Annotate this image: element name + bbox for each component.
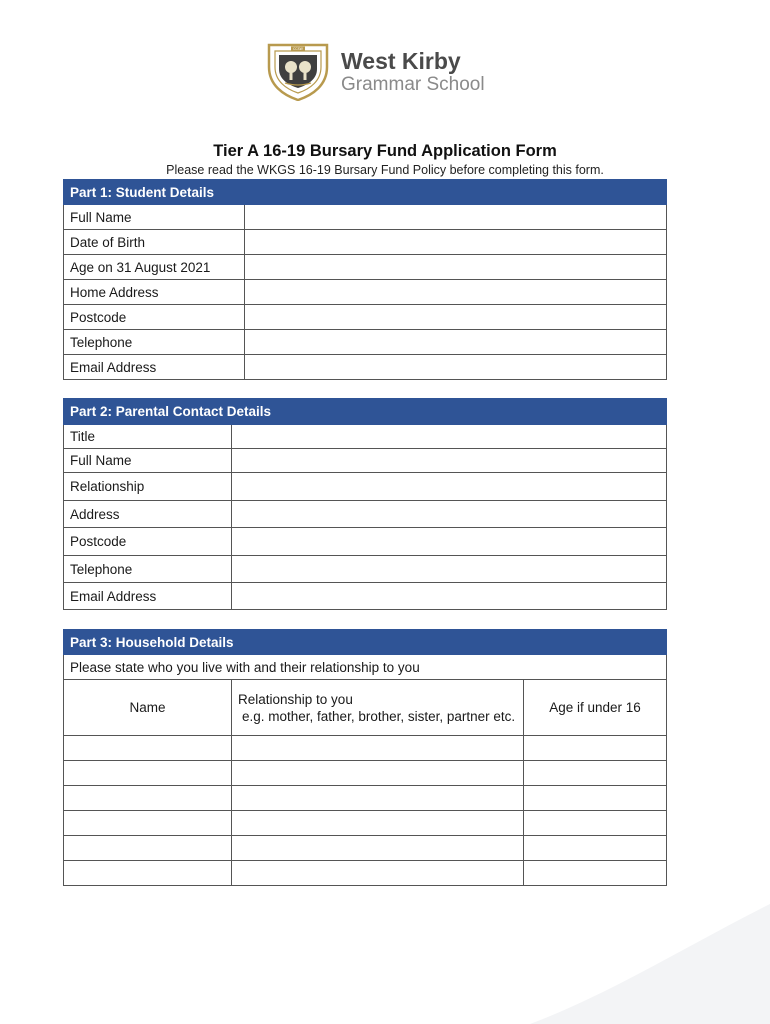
background-swoosh (470, 904, 770, 1024)
parent-address-field[interactable] (232, 501, 667, 528)
household-relationship-cell[interactable] (232, 736, 524, 761)
column-header-name: Name (64, 680, 232, 736)
household-relationship-cell[interactable] (232, 761, 524, 786)
parent-title-field[interactable] (232, 425, 667, 449)
table-row (64, 786, 667, 811)
field-label-relationship: Relationship (64, 473, 232, 501)
field-label-postcode: Postcode (64, 528, 232, 556)
student-age-field[interactable] (245, 255, 667, 280)
column-header-relationship-example: e.g. mother, father, brother, sister, partner etc. (242, 708, 516, 724)
table-row (64, 836, 667, 861)
parent-postcode-field[interactable] (232, 528, 667, 556)
column-header-relationship (232, 680, 524, 736)
student-email-field[interactable] (245, 355, 667, 380)
household-name-cell[interactable] (64, 786, 232, 811)
household-relationship-cell[interactable] (232, 811, 524, 836)
table-row (64, 736, 667, 761)
parental-contact-table (63, 398, 667, 610)
student-telephone-field[interactable] (245, 330, 667, 355)
form-title: Tier A 16-19 Bursary Fund Application Form (213, 142, 557, 160)
student-postcode-field[interactable] (245, 305, 667, 330)
field-label-full-name: Full Name (64, 449, 232, 473)
table-row (64, 761, 667, 786)
household-relationship-cell[interactable] (232, 861, 524, 886)
school-name-line1: West Kirby (341, 48, 461, 74)
household-age-cell[interactable] (524, 811, 667, 836)
table-row (64, 811, 667, 836)
field-label-telephone: Telephone (64, 556, 232, 583)
school-name-line2: Grammar School (341, 74, 485, 95)
student-date-of-birth-field[interactable] (245, 230, 667, 255)
field-label-postcode: Postcode (64, 305, 245, 330)
crest-text: CCSW (293, 47, 303, 51)
field-label-date-of-birth: Date of Birth (64, 230, 245, 255)
part1-heading: Part 1: Student Details (64, 180, 667, 205)
school-crest-icon (267, 43, 329, 101)
parent-telephone-field[interactable] (232, 556, 667, 583)
column-header-relationship-title: Relationship to you (238, 691, 353, 707)
student-home-address-field[interactable] (245, 280, 667, 305)
student-details-table (63, 179, 667, 380)
household-name-cell[interactable] (64, 736, 232, 761)
household-name-cell[interactable] (64, 861, 232, 886)
field-label-title: Title (64, 425, 232, 449)
field-label-full-name: Full Name (64, 205, 245, 230)
field-label-telephone: Telephone (64, 330, 245, 355)
part3-heading: Part 3: Household Details (64, 630, 667, 655)
school-name (341, 50, 485, 94)
table-row (64, 861, 667, 886)
household-age-cell[interactable] (524, 761, 667, 786)
field-label-home-address: Home Address (64, 280, 245, 305)
household-details-table (63, 629, 667, 886)
household-name-cell[interactable] (64, 761, 232, 786)
parent-email-field[interactable] (232, 583, 667, 610)
parent-full-name-field[interactable] (232, 449, 667, 473)
household-age-cell[interactable] (524, 861, 667, 886)
household-relationship-cell[interactable] (232, 836, 524, 861)
field-label-email: Email Address (64, 583, 232, 610)
column-header-age: Age if under 16 (524, 680, 667, 736)
school-logo (267, 42, 485, 102)
field-label-address: Address (64, 501, 232, 528)
field-label-age: Age on 31 August 2021 (64, 255, 245, 280)
household-age-cell[interactable] (524, 836, 667, 861)
household-age-cell[interactable] (524, 736, 667, 761)
household-age-cell[interactable] (524, 786, 667, 811)
part2-heading: Part 2: Parental Contact Details (64, 399, 667, 425)
household-relationship-cell[interactable] (232, 786, 524, 811)
household-instruction: Please state who you live with and their relationship to you (64, 655, 667, 680)
household-name-cell[interactable] (64, 836, 232, 861)
parent-relationship-field[interactable] (232, 473, 667, 501)
household-name-cell[interactable] (64, 811, 232, 836)
student-full-name-field[interactable] (245, 205, 667, 230)
form-subtitle: Please read the WKGS 16-19 Bursary Fund Policy before completing this form. (166, 163, 604, 177)
field-label-email: Email Address (64, 355, 245, 380)
